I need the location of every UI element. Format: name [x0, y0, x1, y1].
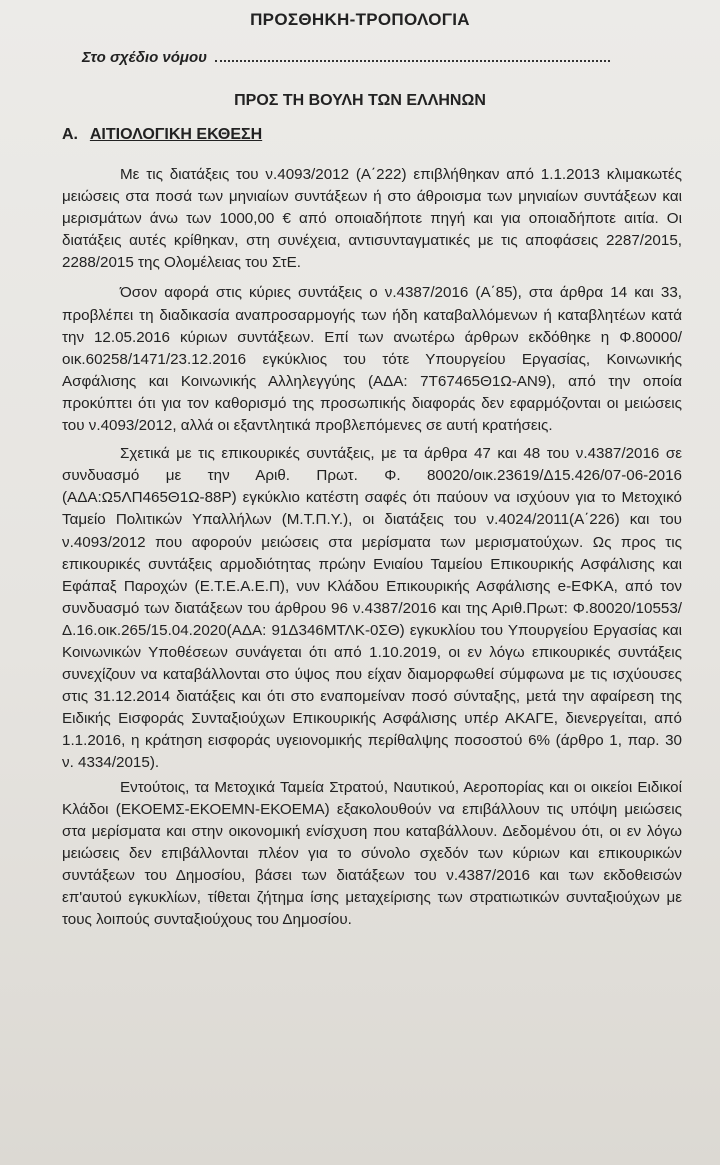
bill-label: Στο σχέδιο νόμου — [82, 49, 207, 66]
bill-dotted-blank — [215, 48, 610, 62]
section-heading — [62, 126, 262, 144]
section-title: ΑΙΤΙΟΛΟΓΙΚΗ ΕΚΘΕΣΗ — [89, 126, 263, 143]
paragraph: Με τις διατάξεις του ν.4093/2012 (Α΄222) επιβλήθηκαν από 1.1.2013 κλιμακωτές μειώσεις στα ποσά των μηνιαίων συντάξεων ή στο άθροισμα των μηνιαίων συντάξεων και μερισμάτων άνω των 1000,00 € από οποιαδήποτε πηγή και για οποιαδήποτε αιτία. Οι διατάξεις αυτές κρίθηκαν, στη συνέχεια, αντισυνταγματικές με τις αποφάσεις 2287/2015, 2288/2015 της Ολομέλειας του ΣτΕ. — [62, 166, 682, 272]
paragraph: Σχετικά με τις επικουρικές συντάξεις, με τα άρθρα 47 και 48 του ν.4387/2016 σε συνδυασμό με την Αριθ. Πρωτ. Φ. 80020/οικ.23619/Δ15.426/07-06-2016 (ΑΔΑ:Ω5ΛΠ465Θ1Ω-88Ρ) εγκύκλιο κατέστη σαφές ότι παύουν να ισχύουν για το Μετοχικό Ταμείο Πολιτικών Υπαλλήλων (Μ.Τ.Π.Υ.), οι διατάξεις του ν.4024/2011(Α΄226) και του ν.4093/2012 που αφορούν μειώσεις στα μερίσματα των μερισματούχων. Ως προς τις επικουρικές συντάξεις αρμοδιότητας πρώην Ενιαίου Ταμείου Επικουρικής Ασφάλισης και Εφάπαξ Παροχών (Ε.Τ.Ε.Α.Ε.Π), νυν Κλάδου Επικουρικής Ασφάλισης e-ΕΦΚΑ, από τον συνδυασμό των διατάξεων του άρθρου 96 ν.4387/2016 και της Αριθ.Πρωτ: Φ.80020/10553/Δ.16.οικ.265/15.04.2020(ΑΔΑ: 91Δ346ΜΤΛΚ-0ΣΘ) εγκυκλίου του Υπουργείου Εργασίας και Κοινωνικών Υποθέσεων συνάγεται ότι από 1.10.2019, οι εν λόγω επικουρικές συντάξεις συνεχίζουν να καταβάλλονται στο ύψος που είχαν διαμορφωθεί σύμφωνα με τις ισχύουσες στις 31.12.2014 διατάξεις και ότι στο εναπομείναν ποσό σύνταξης, μετά την αφαίρεση της Ειδικής Εισφοράς Συνταξιούχων Επικουρικής Ασφάλισης υπέρ ΑΚΑΓΕ, διενεργείται, από 1.1.2016, η κράτηση εισφοράς υγειονομικής περίθαλψης ποσοστού 6% (άρθρο 1, παρ. 30 ν. 4334/2015). — [62, 445, 682, 772]
recipient-heading: ΠΡΟΣ ΤΗ ΒΟΥΛΗ ΤΩΝ ΕΛΛΗΝΩΝ — [234, 92, 486, 109]
section-number: Α. — [62, 126, 78, 143]
report-body — [62, 164, 682, 931]
document-title: ΠΡΟΣΘΗΚΗ-ΤΡΟΠΟΛΟΓΙΑ — [250, 10, 470, 29]
paragraph: Όσον αφορά στις κύριες συντάξεις ο ν.4387/2016 (Α΄85), στα άρθρα 14 και 33, προβλέπει τη διαδικασία αναπροσαρμογής των ήδη καταβαλλόμενων ή καταβλητέων κατά την 12.05.2016 κύριων συντάξεων. Επί των ανωτέρω άρθρων εκδόθηκε η Φ.80000/ οικ.60258/1471/23.12.2016 εγκύκλιος του τότε Υπουργείου Εργασίας, Κοινωνικής Ασφάλισης και Κοινωνικής Αλληλεγγύης (ΑΔΑ: 7Τ67465Θ1Ω-ΑΝ9), από την οποία προκύπτει ότι για τον καθορισμό της προσωπικής διαφοράς δεν εφαρμόζονται οι μειώσεις του ν.4093/2012, αλλά οι εξαντλητικά προβλεπόμενες σε αυτή κρατήσεις. — [62, 284, 682, 435]
bill-line — [82, 48, 610, 66]
paragraph: Εντούτοις, τα Μετοχικά Ταμεία Στρατού, Ναυτικού, Αεροπορίας και οι οικείοι Ειδικοί Κλάδοι (ΕΚΟΕΜΣ-ΕΚΟΕΜΝ-ΕΚΟΕΜΑ) εξακολουθούν να επιβάλλουν τις υπόψη μειώσεις στα μερίσματα και στην οικονομική ενίσχυση που καταβάλλουν. Δεδομένου ότι, οι εν λόγω μειώσεις δεν επιβάλλονται πλέον για το σύνολο σχεδόν των κύριων και επικουρικών συντάξεων του Δημοσίου, βάσει των διατάξεων του ν.4387/2016 και των εκδοθεισών επ'αυτού εγκυκλίων, τίθεται ζήτημα ίσης μεταχείρισης των στρατιωτικών συνταξιούχων με τους λοιπούς συνταξιούχους του Δημοσίου. — [62, 778, 682, 929]
